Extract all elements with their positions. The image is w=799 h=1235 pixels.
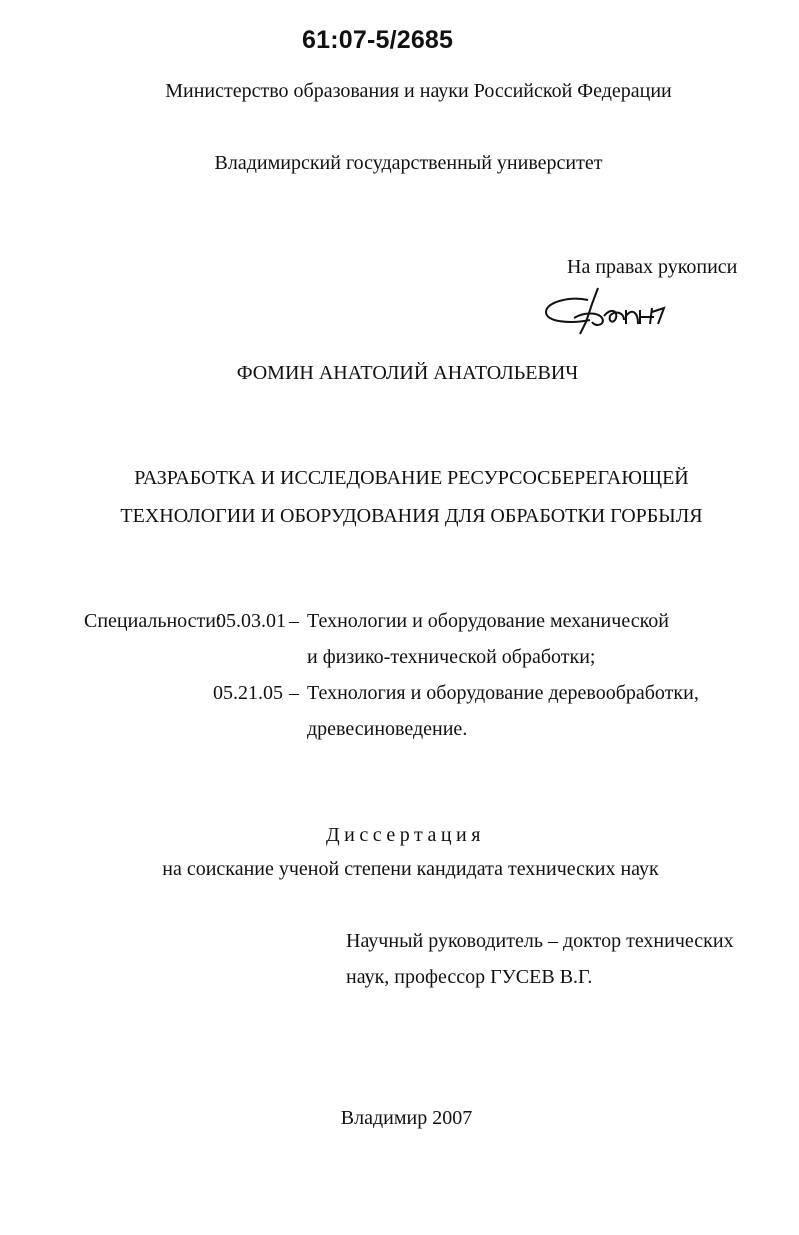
ministry-name: Министерство образования и науки Российской Федерации xyxy=(165,80,672,102)
dissertation-title-line-1: РАЗРАБОТКА И ИССЛЕДОВАНИЕ РЕСУРСОСБЕРЕГАЮЩЕЙ xyxy=(134,467,689,489)
manuscript-rights-note: На правах рукописи xyxy=(567,256,738,278)
document-type: Диссертация xyxy=(326,824,485,846)
author-signature xyxy=(540,282,680,342)
specialty-dash: – xyxy=(289,682,299,704)
specialty-dash: – xyxy=(289,610,299,632)
city-year: Владимир 2007 xyxy=(340,1107,473,1129)
specialty-name: Технологии и оборудование механической xyxy=(307,610,669,632)
specialty-name-continued: древесиноведение. xyxy=(307,718,468,740)
degree-description: на соискание ученой степени кандидата технических наук xyxy=(162,858,659,880)
catalog-number: 61:07-5/2685 xyxy=(302,26,454,54)
dissertation-title-line-2: ТЕХНОЛОГИИ И ОБОРУДОВАНИЯ ДЛЯ ОБРАБОТКИ ГОРБЫЛЯ xyxy=(120,505,703,527)
university-name: Владимирский государственный университет xyxy=(214,152,603,174)
supervisor-line-2: наук, профессор ГУСЕВ В.Г. xyxy=(346,966,593,988)
specialty-name: Технология и оборудование деревообработки, xyxy=(307,682,699,704)
supervisor-line-1: Научный руководитель – доктор технических xyxy=(346,930,734,952)
specialties-label: Специальности: xyxy=(84,610,222,632)
specialty-name-continued: и физико-технической обработки; xyxy=(307,646,596,668)
specialty-code: 05.03.01 xyxy=(216,610,286,632)
author-name: ФОМИН АНАТОЛИЙ АНАТОЛЬЕВИЧ xyxy=(236,362,579,384)
specialty-code: 05.21.05 xyxy=(213,682,283,704)
